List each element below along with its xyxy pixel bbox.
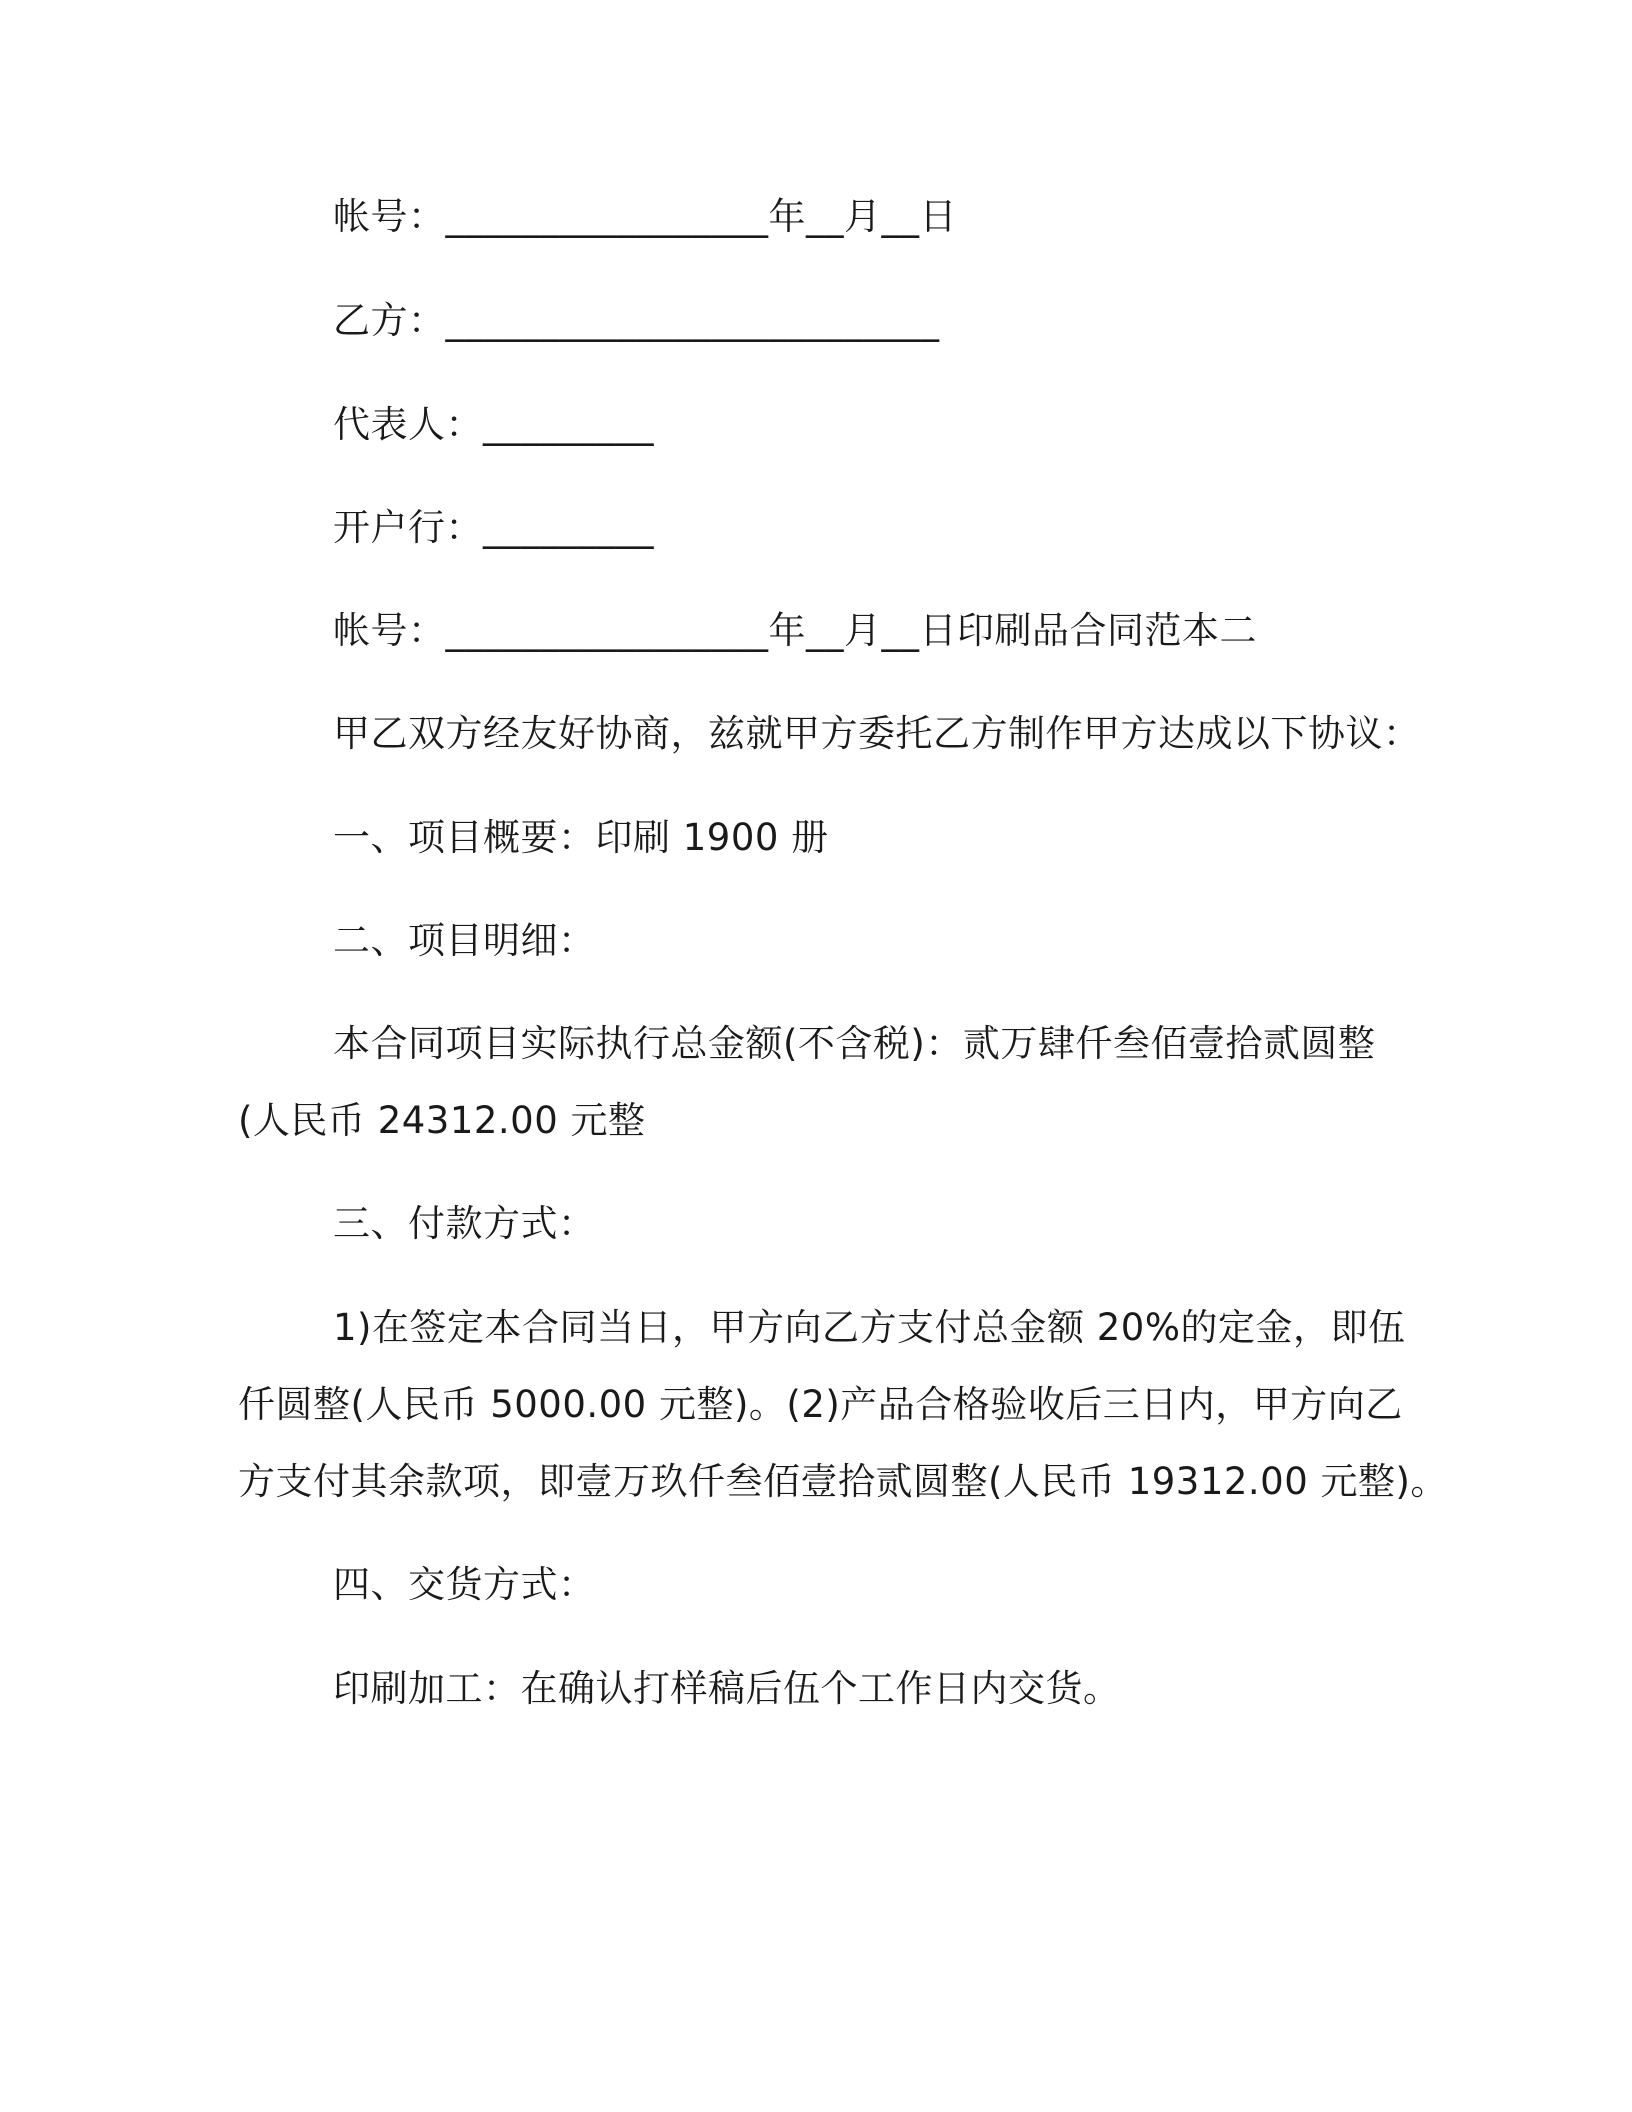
representative-blank: _________ xyxy=(483,403,654,446)
delivery-paragraph: 印刷加工：在确认打样稿后伍个工作日内交货。 xyxy=(333,1667,1121,1710)
section-2-heading: 二、项目明细： xyxy=(333,919,596,962)
date-and-title: 年__月__日印刷品合同范本二 xyxy=(768,609,1257,652)
account-line-2 xyxy=(333,606,1257,656)
payment-line-2: 仟圆整(人民币 5000.00 元整)。(2)产品合格验收后三日内，甲方向乙 xyxy=(238,1383,1403,1426)
account-label: 帐号： xyxy=(333,609,446,652)
payment-line-1: 1)在签定本合同当日，甲方向乙方支付总金额 20%的定金，即伍 xyxy=(333,1306,1406,1349)
party-b-label: 乙方： xyxy=(333,299,446,342)
party-b-blank: __________________________ xyxy=(445,299,940,342)
amount-line-1: 本合同项目实际执行总金额(不含税)：贰万肆仟叁佰壹拾贰圆整 xyxy=(333,1022,1376,1065)
representative-line xyxy=(333,400,654,450)
payment-line-3: 方支付其余款项，即壹万玖仟叁佰壹拾贰圆整(人民币 19312.00 元整)。 xyxy=(238,1460,1448,1503)
section-3-heading: 三、付款方式： xyxy=(333,1202,596,1245)
account-line-1 xyxy=(333,192,957,242)
bank-blank: _________ xyxy=(483,506,654,549)
bank-line xyxy=(333,503,654,553)
section-4-heading: 四、交货方式： xyxy=(333,1563,596,1606)
representative-label: 代表人： xyxy=(333,403,483,446)
amount-line-2: (人民币 24312.00 元整 xyxy=(238,1099,646,1142)
account-blank: _________________ xyxy=(445,195,769,238)
section-1-heading: 一、项目概要：印刷 1900 册 xyxy=(333,816,829,859)
intro-paragraph: 甲乙双方经友好协商，兹就甲方委托乙方制作甲方达成以下协议： xyxy=(333,712,1421,755)
account-label: 帐号： xyxy=(333,195,446,238)
bank-label: 开户行： xyxy=(333,506,483,549)
date-blank: 年__月__日 xyxy=(768,195,957,238)
account-blank: _________________ xyxy=(445,609,769,652)
party-b-line xyxy=(333,296,940,346)
